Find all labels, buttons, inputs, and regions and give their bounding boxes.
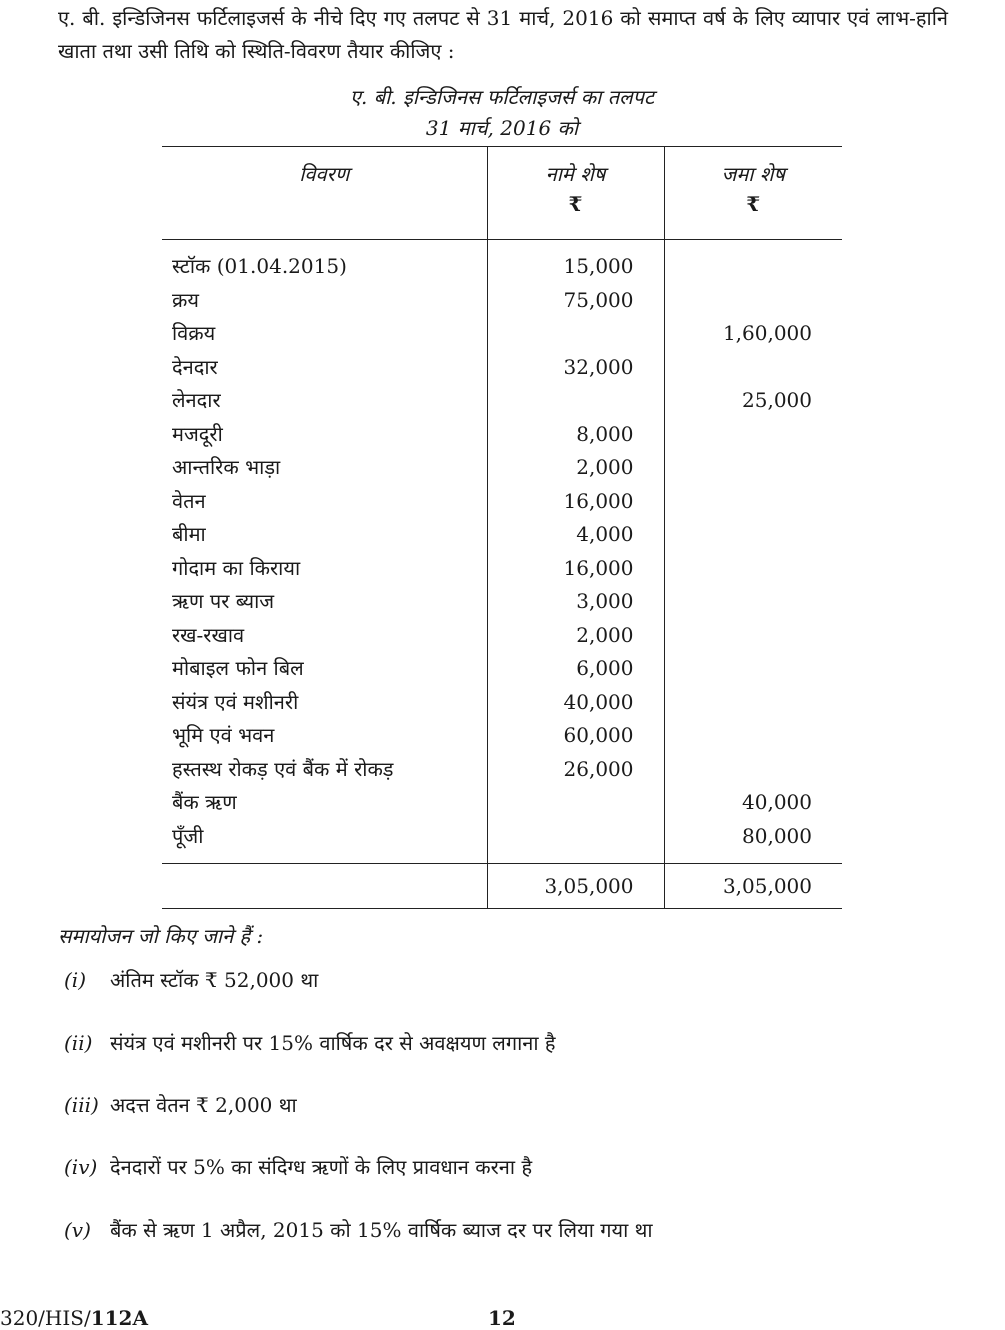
row-debit: 6,000: [487, 652, 664, 686]
total-credit: 3,05,000: [664, 864, 842, 909]
trial-balance-title: ए. बी. इन्डिजिनस फर्टिलाइजर्स का तलपट: [349, 85, 655, 109]
adjustment-item: [58, 1029, 556, 1056]
adjustment-number: (v): [64, 1218, 91, 1242]
adjustment-text: अंतिम स्टॉक ₹ 52,000 था: [110, 968, 319, 992]
adjustment-item: [58, 1216, 653, 1243]
adjustment-text: देनदारों पर 5% का संदिग्ध ऋणों के लिए प्रावधान करना है: [110, 1155, 533, 1179]
adjustment-number: (iii): [64, 1093, 99, 1117]
row-description: वेतन: [162, 485, 487, 519]
row-debit: 75,000: [487, 284, 664, 318]
adjustment-text: संयंत्र एवं मशीनरी पर 15% वार्षिक दर से अवक्षयण लगाना है: [110, 1031, 556, 1055]
row-description: क्रय: [162, 284, 487, 318]
table-row: [162, 719, 842, 753]
paper-code: [0, 1306, 148, 1330]
table-row: [162, 686, 842, 720]
row-credit: [664, 351, 842, 385]
row-credit: [664, 485, 842, 519]
table-row: [162, 351, 842, 385]
column-header-credit: [664, 147, 842, 240]
row-description: हस्तस्थ रोकड़ एवं बैंक में रोकड़: [162, 753, 487, 787]
row-description: आन्तरिक भाड़ा: [162, 451, 487, 485]
table-row: [162, 384, 842, 418]
row-credit: [664, 585, 842, 619]
total-debit: 3,05,000: [487, 864, 664, 909]
table-row: [162, 552, 842, 586]
row-description: संयंत्र एवं मशीनरी: [162, 686, 487, 720]
row-credit: [664, 451, 842, 485]
row-description: विक्रय: [162, 317, 487, 351]
row-description: लेनदार: [162, 384, 487, 418]
rupee-symbol: ₹: [568, 192, 583, 216]
row-description: बैंक ऋण: [162, 786, 487, 820]
table-row: [162, 418, 842, 452]
row-debit: 16,000: [487, 485, 664, 519]
spacer-row: [162, 853, 842, 864]
row-debit: 26,000: [487, 753, 664, 787]
adjustment-number: (iv): [64, 1155, 98, 1179]
adjustment-item: [58, 966, 318, 993]
row-debit: [487, 786, 664, 820]
row-debit: 2,000: [487, 619, 664, 653]
row-description: गोदाम का किराया: [162, 552, 487, 586]
table-row: [162, 820, 842, 854]
row-credit: [664, 753, 842, 787]
row-debit: 60,000: [487, 719, 664, 753]
row-debit: 32,000: [487, 351, 664, 385]
total-row: [162, 864, 842, 909]
table-row: [162, 619, 842, 653]
row-credit: 1,60,000: [722, 321, 812, 346]
row-description: ऋण पर ब्याज: [162, 585, 487, 619]
adjustment-text: अदत्त वेतन ₹ 2,000 था: [110, 1093, 297, 1117]
adjustment-text: बैंक से ऋण 1 अप्रैल, 2015 को 15% वार्षिक ब्याज दर पर लिया गया था: [110, 1218, 653, 1242]
row-debit: 3,000: [487, 585, 664, 619]
header-description-label: विवरण: [299, 162, 350, 186]
adjustment-item: [58, 1153, 532, 1180]
header-debit-label: नामे शेष: [545, 162, 606, 186]
row-description: मजदूरी: [162, 418, 487, 452]
adjustment-number: (ii): [64, 1031, 93, 1055]
total-label-cell: [162, 864, 487, 909]
row-credit: 25,000: [742, 388, 812, 413]
question-text: ए. बी. इन्डिजिनस फर्टिलाइजर्स के नीचे दिए गए तलपट से 31 मार्च, 2016 को समाप्त वर्ष के लिए व्यापार एवं लाभ-हानि खाता तथा उसी तिथि को स्थिति-विवरण तैयार कीजिए :: [58, 6, 948, 63]
adjustments-title: समायोजन जो किए जाने हैं :: [58, 924, 264, 948]
row-debit: 40,000: [487, 686, 664, 720]
table-row: [162, 250, 842, 284]
paper-code-prefix: 320/HIS/: [0, 1306, 91, 1330]
row-credit: [664, 619, 842, 653]
row-credit: [664, 552, 842, 586]
column-header-debit: [487, 147, 664, 240]
row-credit: [664, 652, 842, 686]
row-debit: 2,000: [487, 451, 664, 485]
table-header-row: [162, 147, 842, 240]
row-credit: [664, 284, 842, 318]
row-debit: 16,000: [487, 552, 664, 586]
row-description: मोबाइल फोन बिल: [162, 652, 487, 686]
row-description: पूँजी: [162, 820, 487, 854]
row-debit: [487, 317, 664, 351]
row-credit: [664, 418, 842, 452]
row-debit: 15,000: [487, 250, 664, 284]
spacer-row: [162, 240, 842, 251]
row-credit: [664, 719, 842, 753]
trial-balance-date: 31 मार्च, 2016 को: [425, 116, 579, 140]
row-description: बीमा: [162, 518, 487, 552]
column-header-description: [162, 147, 487, 240]
adjustment-number: (i): [64, 968, 87, 992]
table-row: [162, 284, 842, 318]
rupee-symbol: ₹: [746, 192, 761, 216]
table-row: [162, 786, 842, 820]
paper-code-suffix: 112A: [90, 1306, 148, 1330]
table-row: [162, 753, 842, 787]
row-debit: [487, 820, 664, 854]
row-debit: 8,000: [487, 418, 664, 452]
trial-balance-table: [162, 146, 842, 909]
table-row: [162, 485, 842, 519]
adjustment-item: [58, 1091, 297, 1118]
row-description: देनदार: [162, 351, 487, 385]
table-row: [162, 652, 842, 686]
row-debit: 4,000: [487, 518, 664, 552]
row-description: स्टॉक (01.04.2015): [162, 250, 487, 284]
row-credit: [664, 518, 842, 552]
row-credit: [664, 686, 842, 720]
table-row: [162, 518, 842, 552]
table-row: [162, 585, 842, 619]
header-credit-label: जमा शेष: [721, 162, 785, 186]
row-credit: 40,000: [742, 790, 812, 815]
table-row: [162, 451, 842, 485]
row-credit: 80,000: [742, 823, 812, 848]
page-number: 12: [488, 1306, 516, 1330]
row-description: भूमि एवं भवन: [162, 719, 487, 753]
row-debit: [487, 384, 664, 418]
table-row: [162, 317, 842, 351]
row-description: रख-रखाव: [162, 619, 487, 653]
row-credit: [664, 250, 842, 284]
